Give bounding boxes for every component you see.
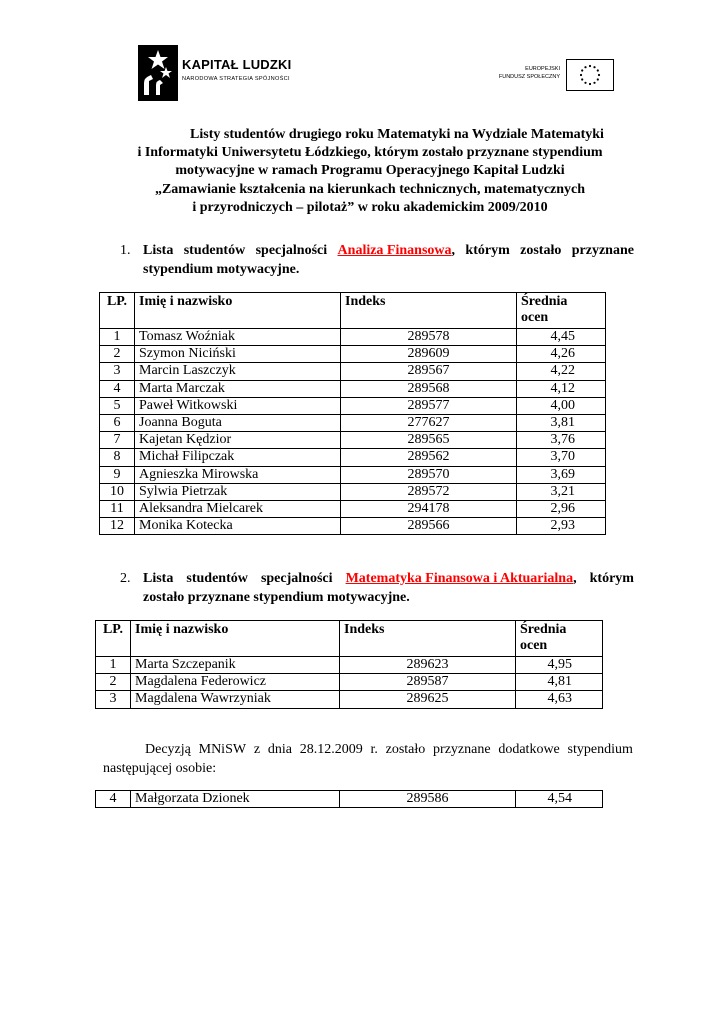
- kapital-ludzki-mark-icon: [138, 45, 178, 101]
- header-name: Imię i nazwisko: [135, 293, 341, 329]
- cell-lp: 6: [100, 415, 135, 432]
- cell-index: 289623: [340, 657, 516, 674]
- kapital-ludzki-logo: [138, 45, 308, 101]
- title-line: Listy studentów drugiego roku Matematyki na Wydziale Matematyki: [190, 127, 604, 142]
- cell-lp: 8: [100, 449, 135, 466]
- cell-index: 289587: [340, 674, 516, 691]
- header-index: Indeks: [341, 293, 517, 329]
- cell-name: Monika Kotecka: [135, 518, 341, 535]
- cell-name: Szymon Niciński: [135, 346, 341, 363]
- table-row: [100, 363, 606, 380]
- decision-line2: następującej osobie:: [103, 761, 217, 776]
- eu-flag-icon: [566, 59, 614, 91]
- cell-name: Małgorzata Dzionek: [131, 791, 340, 808]
- logo-left-title: KAPITAŁ LUDZKI: [182, 57, 292, 72]
- cell-name: Michał Filipczak: [135, 449, 341, 466]
- title-line: „Zamawianie kształcenia na kierunkach technicznych, matematycznych: [154, 181, 586, 197]
- header-avg: Średnia ocen: [516, 621, 603, 657]
- cell-index: 294178: [341, 501, 517, 518]
- section1-heading: [120, 241, 634, 281]
- cell-name: Paweł Witkowski: [135, 397, 341, 414]
- table-row: [100, 415, 606, 432]
- cell-name: Magdalena Wawrzyniak: [131, 691, 340, 708]
- heading-word: którym: [589, 571, 634, 586]
- cell-lp: 1: [96, 657, 131, 674]
- cell-lp: 9: [100, 466, 135, 483]
- logo-left-subtitle: NARODOWA STRATEGIA SPÓJNOŚCI: [182, 76, 290, 82]
- cell-name: Tomasz Woźniak: [135, 329, 341, 346]
- cell-name: Marta Szczepanik: [131, 657, 340, 674]
- cell-name: Magdalena Federowicz: [131, 674, 340, 691]
- cell-avg: 4,45: [517, 329, 606, 346]
- cell-avg: 3,76: [517, 432, 606, 449]
- cell-index: 289625: [340, 691, 516, 708]
- cell-lp: 3: [100, 363, 135, 380]
- cell-lp: 2: [96, 674, 131, 691]
- header-index: Indeks: [340, 621, 516, 657]
- section2-line1: [143, 569, 634, 588]
- cell-lp: 10: [100, 483, 135, 500]
- cell-index: 277627: [341, 415, 517, 432]
- header-avg: Średnia ocen: [517, 293, 606, 329]
- cell-lp: 2: [100, 346, 135, 363]
- section1-line1: [143, 241, 634, 260]
- cell-avg: 4,81: [516, 674, 603, 691]
- heading-comma: ,: [451, 243, 456, 258]
- table-row: [100, 483, 606, 500]
- cell-avg: 2,96: [517, 501, 606, 518]
- cell-avg: 4,00: [517, 397, 606, 414]
- table-header-row: [96, 621, 603, 657]
- heading-word: studentów: [183, 243, 246, 258]
- cell-avg: 4,26: [517, 346, 606, 363]
- cell-name: Sylwia Pietrzak: [135, 483, 341, 500]
- specialization-name: Analiza Finansowa: [337, 243, 452, 258]
- document-title: [90, 126, 650, 217]
- cell-lp: 4: [100, 380, 135, 397]
- heading-word: specjalności: [255, 243, 328, 258]
- cell-avg: 3,21: [517, 483, 606, 500]
- table-row: [100, 501, 606, 518]
- cell-lp: 12: [100, 518, 135, 535]
- heading-word: studentów: [186, 571, 248, 586]
- cell-index: 289577: [341, 397, 517, 414]
- students-table-3: [95, 790, 603, 808]
- header-lp: LP.: [96, 621, 131, 657]
- header-lp: LP.: [100, 293, 135, 329]
- cell-avg: 2,93: [517, 518, 606, 535]
- heading-word: przyznane: [571, 243, 634, 258]
- cell-name: Kajetan Kędzior: [135, 432, 341, 449]
- table-row: [100, 432, 606, 449]
- table-row: [96, 691, 603, 708]
- cell-avg: 3,81: [517, 415, 606, 432]
- table-row: [100, 466, 606, 483]
- table-row: [96, 657, 603, 674]
- cell-lp: 11: [100, 501, 135, 518]
- table-row: [100, 346, 606, 363]
- cell-index: 289568: [341, 380, 517, 397]
- heading-word: specjalności: [260, 571, 333, 586]
- section2-number: 2.: [120, 571, 131, 586]
- title-line: i przyrodniczych – pilotaż” w roku akademickim 2009/2010: [192, 199, 548, 215]
- heading-comma: ,: [573, 571, 577, 586]
- cell-index: 289572: [341, 483, 517, 500]
- specialization-name: Matematyka Finansowa i Aktuarialna: [345, 571, 574, 586]
- logo-right-line2: FUNDUSZ SPOŁECZNY: [498, 74, 560, 80]
- heading-word: którym: [465, 243, 510, 258]
- cell-lp: 4: [96, 791, 131, 808]
- cell-name: Agnieszka Mirowska: [135, 466, 341, 483]
- header-name: Imię i nazwisko: [131, 621, 340, 657]
- cell-index: 289609: [341, 346, 517, 363]
- cell-index: 289586: [340, 791, 516, 808]
- students-table-1: [99, 292, 606, 535]
- cell-name: Aleksandra Mielcarek: [135, 501, 341, 518]
- table-row: [100, 449, 606, 466]
- title-line: i Informatyki Uniwersytetu Łódzkiego, którym zostało przyznane stypendium: [137, 145, 603, 161]
- table-row: [96, 674, 603, 691]
- cell-name: Joanna Boguta: [135, 415, 341, 432]
- cell-index: 289578: [341, 329, 517, 346]
- cell-avg: 4,12: [517, 380, 606, 397]
- cell-name: Marta Marczak: [135, 380, 341, 397]
- cell-avg: 3,70: [517, 449, 606, 466]
- table-row: [100, 518, 606, 535]
- heading-word: Lista: [143, 571, 174, 586]
- table-row: [100, 380, 606, 397]
- cell-avg: 4,22: [517, 363, 606, 380]
- cell-lp: 3: [96, 691, 131, 708]
- section2-heading: [120, 569, 634, 609]
- cell-index: 289570: [341, 466, 517, 483]
- section2-line2: zostało przyznane stypendium motywacyjne.: [143, 590, 410, 605]
- decision-line1: Decyzją MNiSW z dnia 28.12.2009 r. zostało przyznane dodatkowe stypendium: [145, 742, 633, 757]
- logo-right-line1: EUROPEJSKI: [525, 66, 560, 72]
- cell-index: 289566: [341, 518, 517, 535]
- cell-avg: 4,95: [516, 657, 603, 674]
- cell-avg: 4,63: [516, 691, 603, 708]
- section1-number: 1.: [120, 243, 131, 258]
- cell-index: 289562: [341, 449, 517, 466]
- table-header-row: [100, 293, 606, 329]
- heading-word: Lista: [143, 243, 174, 258]
- students-table-2: [95, 620, 603, 709]
- cell-index: 289567: [341, 363, 517, 380]
- cell-name: Marcin Laszczyk: [135, 363, 341, 380]
- cell-index: 289565: [341, 432, 517, 449]
- table-row: [100, 329, 606, 346]
- table-row: [100, 397, 606, 414]
- title-line: motywacyjne w ramach Programu Operacyjnego Kapitał Ludzki: [175, 163, 565, 179]
- cell-lp: 5: [100, 397, 135, 414]
- cell-lp: 1: [100, 329, 135, 346]
- efs-logo: [494, 59, 614, 91]
- decision-paragraph: [103, 740, 633, 778]
- heading-word: zostało: [520, 243, 562, 258]
- cell-avg: 3,69: [517, 466, 606, 483]
- cell-avg: 4,54: [516, 791, 603, 808]
- table-row: [96, 791, 603, 808]
- section1-line2: stypendium motywacyjne.: [143, 262, 300, 277]
- cell-lp: 7: [100, 432, 135, 449]
